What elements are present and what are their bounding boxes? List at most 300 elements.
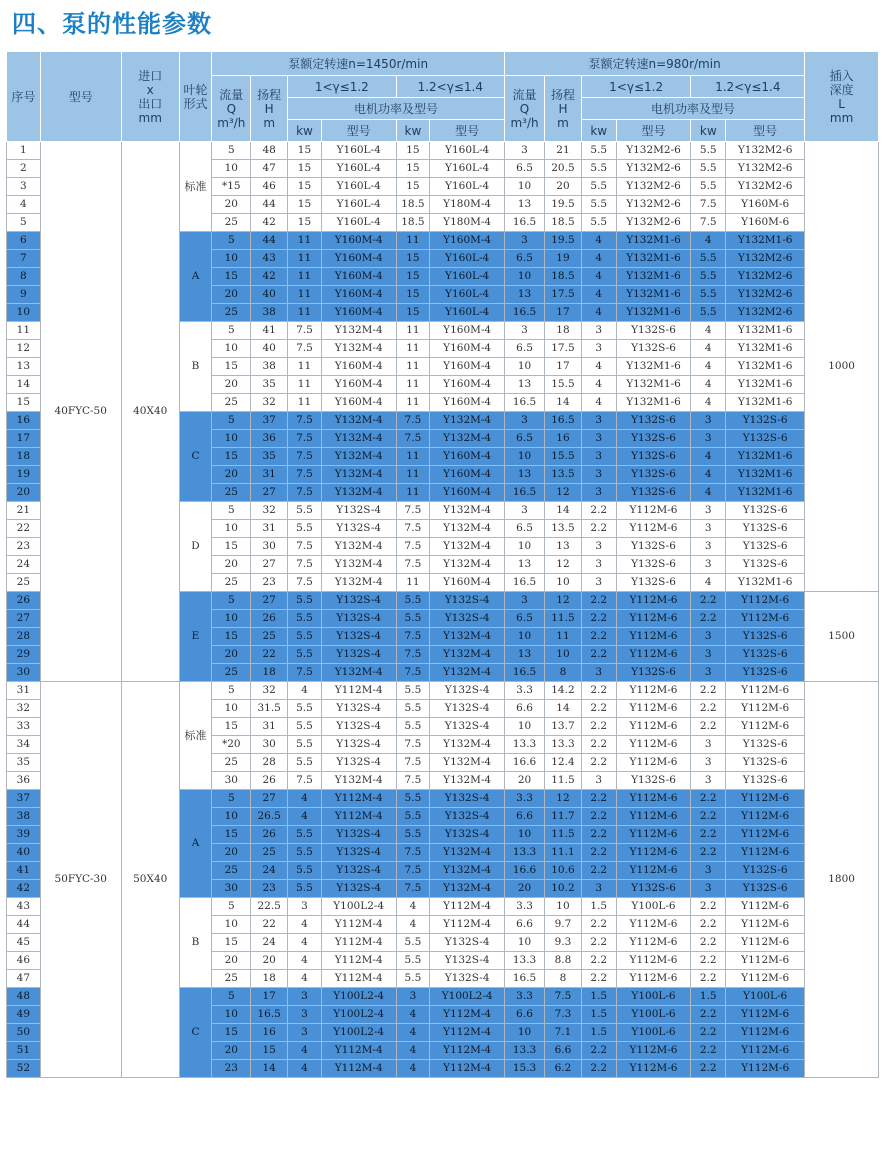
head-980: 6.6 — [545, 1042, 582, 1060]
head-1450: 43 — [251, 250, 288, 268]
head-1450: 42 — [251, 214, 288, 232]
kw-980-a: 2.2 — [581, 610, 616, 628]
head-1450: 23 — [251, 880, 288, 898]
motor-980-a: Y132S-6 — [616, 466, 691, 484]
kw-980-a: 2.2 — [581, 628, 616, 646]
kw-980-a: 1.5 — [581, 988, 616, 1006]
flow-980: 6.5 — [505, 160, 545, 178]
head-1450: 22 — [251, 916, 288, 934]
header-motor-model: 型号 — [430, 120, 505, 142]
head-980: 10.2 — [545, 880, 582, 898]
motor-980-b: Y112M-6 — [726, 934, 805, 952]
flow-980: 20 — [505, 772, 545, 790]
motor-1450-b: Y112M-4 — [430, 1042, 505, 1060]
head-980: 17 — [545, 358, 582, 376]
kw-1450-a: 7.5 — [288, 574, 322, 592]
head-1450: 27 — [251, 556, 288, 574]
head-1450: 31 — [251, 520, 288, 538]
kw-980-a: 3 — [581, 556, 616, 574]
row-number: 43 — [7, 898, 41, 916]
motor-1450-b: Y160L-4 — [430, 160, 505, 178]
kw-1450-a: 11 — [288, 394, 322, 412]
kw-1450-b: 11 — [396, 466, 430, 484]
header-inlet-outlet: 进口 x 出口 mm — [121, 52, 179, 142]
flow-1450: 20 — [212, 844, 251, 862]
head-980: 11.5 — [545, 772, 582, 790]
head-980: 20 — [545, 178, 582, 196]
motor-980-b: Y132S-6 — [726, 736, 805, 754]
row-number: 14 — [7, 376, 41, 394]
motor-1450-a: Y132S-4 — [321, 502, 396, 520]
motor-980-b: Y132M1-6 — [726, 340, 805, 358]
motor-1450-a: Y100L2-4 — [321, 898, 396, 916]
flow-980: 13 — [505, 556, 545, 574]
flow-980: 13.3 — [505, 952, 545, 970]
flow-980: 16.5 — [505, 304, 545, 322]
kw-980-b: 5.5 — [691, 304, 726, 322]
flow-980: 13.3 — [505, 844, 545, 862]
head-980: 12.4 — [545, 754, 582, 772]
row-number: 8 — [7, 268, 41, 286]
flow-980: 3 — [505, 592, 545, 610]
motor-980-b: Y132S-6 — [726, 520, 805, 538]
head-1450: 32 — [251, 394, 288, 412]
kw-980-b: 4 — [691, 340, 726, 358]
motor-980-a: Y112M-6 — [616, 934, 691, 952]
kw-980-b: 4 — [691, 394, 726, 412]
flow-1450: 10 — [212, 916, 251, 934]
kw-980-b: 3 — [691, 628, 726, 646]
kw-1450-b: 4 — [396, 1060, 430, 1078]
motor-1450-b: Y160M-4 — [430, 466, 505, 484]
head-1450: 26 — [251, 826, 288, 844]
kw-1450-b: 11 — [396, 484, 430, 502]
kw-980-a: 3 — [581, 880, 616, 898]
motor-1450-b: Y112M-4 — [430, 1060, 505, 1078]
kw-980-b: 3 — [691, 772, 726, 790]
motor-1450-a: Y160L-4 — [321, 142, 396, 160]
kw-980-a: 2.2 — [581, 934, 616, 952]
kw-1450-b: 5.5 — [396, 934, 430, 952]
row-number: 7 — [7, 250, 41, 268]
motor-1450-a: Y160M-4 — [321, 286, 396, 304]
flow-1450: 25 — [212, 574, 251, 592]
row-number: 40 — [7, 844, 41, 862]
motor-980-b: Y132S-6 — [726, 538, 805, 556]
kw-1450-b: 7.5 — [396, 880, 430, 898]
motor-1450-a: Y160L-4 — [321, 214, 396, 232]
kw-980-b: 5.5 — [691, 250, 726, 268]
kw-980-a: 4 — [581, 394, 616, 412]
flow-1450: 15 — [212, 934, 251, 952]
head-980: 15.5 — [545, 448, 582, 466]
motor-980-b: Y132M1-6 — [726, 358, 805, 376]
motor-1450-b: Y160L-4 — [430, 142, 505, 160]
flow-980: 3 — [505, 412, 545, 430]
kw-1450-b: 7.5 — [396, 736, 430, 754]
kw-980-b: 2.2 — [691, 826, 726, 844]
row-number: 39 — [7, 826, 41, 844]
head-1450: 23 — [251, 574, 288, 592]
kw-980-a: 2.2 — [581, 718, 616, 736]
flow-1450: 23 — [212, 1060, 251, 1078]
flow-980: 10 — [505, 934, 545, 952]
kw-1450-b: 7.5 — [396, 520, 430, 538]
head-980: 9.3 — [545, 934, 582, 952]
header-model: 型号 — [40, 52, 121, 142]
motor-1450-a: Y112M-4 — [321, 1042, 396, 1060]
motor-980-b: Y112M-6 — [726, 898, 805, 916]
kw-1450-b: 5.5 — [396, 808, 430, 826]
flow-1450: 20 — [212, 952, 251, 970]
kw-1450-b: 4 — [396, 1024, 430, 1042]
kw-980-b: 4 — [691, 484, 726, 502]
kw-1450-b: 7.5 — [396, 628, 430, 646]
kw-1450-b: 7.5 — [396, 538, 430, 556]
head-1450: 31 — [251, 718, 288, 736]
header-depth: 插入 深度 L mm — [805, 52, 879, 142]
kw-980-a: 2.2 — [581, 952, 616, 970]
kw-1450-a: 4 — [288, 682, 322, 700]
row-number: 27 — [7, 610, 41, 628]
motor-1450-a: Y132S-4 — [321, 718, 396, 736]
motor-1450-a: Y132M-4 — [321, 556, 396, 574]
kw-980-b: 3 — [691, 556, 726, 574]
motor-980-a: Y132S-6 — [616, 880, 691, 898]
row-number: 34 — [7, 736, 41, 754]
motor-1450-a: Y112M-4 — [321, 970, 396, 988]
head-980: 16 — [545, 430, 582, 448]
motor-980-a: Y112M-6 — [616, 808, 691, 826]
kw-980-b: 2.2 — [691, 916, 726, 934]
motor-980-b: Y112M-6 — [726, 844, 805, 862]
motor-980-b: Y112M-6 — [726, 970, 805, 988]
motor-1450-b: Y132M-4 — [430, 736, 505, 754]
head-980: 18 — [545, 322, 582, 340]
motor-980-a: Y132S-6 — [616, 538, 691, 556]
head-1450: 32 — [251, 502, 288, 520]
head-1450: 25 — [251, 844, 288, 862]
motor-980-b: Y112M-6 — [726, 1006, 805, 1024]
motor-1450-a: Y132M-4 — [321, 430, 396, 448]
kw-980-b: 3 — [691, 538, 726, 556]
head-980: 19 — [545, 250, 582, 268]
kw-1450-b: 5.5 — [396, 970, 430, 988]
head-980: 18.5 — [545, 214, 582, 232]
motor-1450-b: Y132S-4 — [430, 700, 505, 718]
motor-1450-b: Y132M-4 — [430, 862, 505, 880]
kw-1450-a: 4 — [288, 808, 322, 826]
motor-1450-a: Y132M-4 — [321, 538, 396, 556]
kw-1450-a: 5.5 — [288, 862, 322, 880]
kw-1450-a: 15 — [288, 160, 322, 178]
kw-1450-b: 15 — [396, 160, 430, 178]
kw-980-a: 1.5 — [581, 898, 616, 916]
flow-980: 16.6 — [505, 754, 545, 772]
header-kw: kw — [396, 120, 430, 142]
motor-1450-a: Y132S-4 — [321, 736, 396, 754]
header-kw: kw — [691, 120, 726, 142]
kw-980-a: 3 — [581, 772, 616, 790]
head-1450: 38 — [251, 304, 288, 322]
insertion-depth-cell: 1800 — [805, 682, 879, 1078]
motor-1450-a: Y132S-4 — [321, 646, 396, 664]
motor-980-b: Y132S-6 — [726, 430, 805, 448]
motor-980-b: Y132M1-6 — [726, 574, 805, 592]
motor-1450-a: Y160M-4 — [321, 376, 396, 394]
flow-980: 13 — [505, 646, 545, 664]
kw-980-a: 2.2 — [581, 916, 616, 934]
row-number: 22 — [7, 520, 41, 538]
kw-980-b: 4 — [691, 376, 726, 394]
flow-980: 10 — [505, 826, 545, 844]
head-980: 17.5 — [545, 340, 582, 358]
kw-980-a: 4 — [581, 268, 616, 286]
kw-1450-a: 5.5 — [288, 646, 322, 664]
kw-980-b: 2.2 — [691, 1024, 726, 1042]
head-1450: 41 — [251, 322, 288, 340]
head-980: 10.6 — [545, 862, 582, 880]
header-range1-980: 1<γ≤1.2 — [581, 76, 691, 98]
kw-1450-a: 11 — [288, 376, 322, 394]
row-number: 42 — [7, 880, 41, 898]
head-980: 7.3 — [545, 1006, 582, 1024]
kw-980-a: 2.2 — [581, 592, 616, 610]
motor-1450-a: Y100L2-4 — [321, 1024, 396, 1042]
motor-1450-a: Y160L-4 — [321, 160, 396, 178]
kw-980-b: 3 — [691, 664, 726, 682]
motor-980-a: Y132M2-6 — [616, 214, 691, 232]
flow-980: 6.5 — [505, 610, 545, 628]
motor-980-b: Y132M2-6 — [726, 250, 805, 268]
motor-980-b: Y132M1-6 — [726, 466, 805, 484]
motor-980-b: Y160M-6 — [726, 214, 805, 232]
flow-980: 10 — [505, 178, 545, 196]
motor-980-b: Y112M-6 — [726, 610, 805, 628]
motor-1450-b: Y132S-4 — [430, 934, 505, 952]
kw-1450-a: 7.5 — [288, 340, 322, 358]
row-number: 30 — [7, 664, 41, 682]
motor-1450-b: Y160M-4 — [430, 340, 505, 358]
flow-1450: 15 — [212, 448, 251, 466]
header-seq: 序号 — [7, 52, 41, 142]
head-1450: 24 — [251, 862, 288, 880]
motor-980-a: Y112M-6 — [616, 736, 691, 754]
motor-1450-a: Y132M-4 — [321, 448, 396, 466]
kw-980-b: 7.5 — [691, 196, 726, 214]
motor-980-a: Y132S-6 — [616, 430, 691, 448]
kw-980-a: 2.2 — [581, 790, 616, 808]
flow-1450: 10 — [212, 160, 251, 178]
flow-980: 3.3 — [505, 790, 545, 808]
motor-980-a: Y112M-6 — [616, 682, 691, 700]
motor-1450-b: Y160L-4 — [430, 286, 505, 304]
motor-1450-b: Y132S-4 — [430, 610, 505, 628]
motor-1450-b: Y132S-4 — [430, 808, 505, 826]
motor-1450-b: Y160M-4 — [430, 376, 505, 394]
head-980: 12 — [545, 484, 582, 502]
flow-1450: 20 — [212, 286, 251, 304]
head-980: 13.3 — [545, 736, 582, 754]
motor-980-a: Y132S-6 — [616, 664, 691, 682]
row-number: 16 — [7, 412, 41, 430]
motor-980-a: Y112M-6 — [616, 1060, 691, 1078]
motor-980-a: Y132M1-6 — [616, 250, 691, 268]
row-number: 9 — [7, 286, 41, 304]
head-1450: 31.5 — [251, 700, 288, 718]
motor-1450-b: Y160M-4 — [430, 232, 505, 250]
motor-1450-a: Y112M-4 — [321, 952, 396, 970]
flow-1450: 5 — [212, 898, 251, 916]
kw-1450-a: 7.5 — [288, 484, 322, 502]
motor-980-a: Y112M-6 — [616, 520, 691, 538]
row-number: 6 — [7, 232, 41, 250]
head-1450: 46 — [251, 178, 288, 196]
head-980: 9.7 — [545, 916, 582, 934]
motor-1450-b: Y132M-4 — [430, 538, 505, 556]
kw-1450-b: 3 — [396, 988, 430, 1006]
flow-980: 6.5 — [505, 520, 545, 538]
impeller-cell: E — [179, 592, 212, 682]
kw-1450-a: 5.5 — [288, 502, 322, 520]
motor-980-b: Y132S-6 — [726, 862, 805, 880]
kw-980-a: 2.2 — [581, 682, 616, 700]
motor-1450-b: Y132S-4 — [430, 682, 505, 700]
motor-1450-a: Y160L-4 — [321, 178, 396, 196]
kw-1450-a: 11 — [288, 286, 322, 304]
kw-1450-b: 4 — [396, 1006, 430, 1024]
motor-980-b: Y132M2-6 — [726, 268, 805, 286]
kw-1450-a: 3 — [288, 898, 322, 916]
kw-1450-a: 5.5 — [288, 610, 322, 628]
motor-1450-a: Y132M-4 — [321, 664, 396, 682]
impeller-cell: D — [179, 502, 212, 592]
kw-980-a: 3 — [581, 448, 616, 466]
kw-980-b: 3 — [691, 754, 726, 772]
flow-1450: 5 — [212, 502, 251, 520]
kw-980-a: 3 — [581, 664, 616, 682]
head-980: 11.1 — [545, 844, 582, 862]
kw-1450-b: 7.5 — [396, 862, 430, 880]
motor-980-b: Y112M-6 — [726, 1024, 805, 1042]
impeller-cell: A — [179, 790, 212, 898]
kw-1450-b: 11 — [396, 232, 430, 250]
head-980: 14 — [545, 502, 582, 520]
head-1450: 16 — [251, 1024, 288, 1042]
kw-980-a: 3 — [581, 430, 616, 448]
motor-980-a: Y132M2-6 — [616, 178, 691, 196]
flow-980: 3 — [505, 142, 545, 160]
motor-1450-a: Y160M-4 — [321, 268, 396, 286]
motor-980-a: Y132M1-6 — [616, 358, 691, 376]
motor-980-b: Y132M1-6 — [726, 484, 805, 502]
head-1450: 48 — [251, 142, 288, 160]
head-980: 19.5 — [545, 196, 582, 214]
kw-1450-b: 7.5 — [396, 844, 430, 862]
kw-1450-b: 7.5 — [396, 664, 430, 682]
impeller-cell: A — [179, 232, 212, 322]
kw-1450-b: 5.5 — [396, 682, 430, 700]
motor-980-b: Y112M-6 — [726, 682, 805, 700]
kw-980-a: 2.2 — [581, 862, 616, 880]
kw-1450-b: 18.5 — [396, 214, 430, 232]
kw-980-a: 5.5 — [581, 160, 616, 178]
motor-980-a: Y132M1-6 — [616, 268, 691, 286]
motor-980-a: Y100L-6 — [616, 1006, 691, 1024]
row-number: 33 — [7, 718, 41, 736]
head-1450: 18 — [251, 664, 288, 682]
flow-980: 13 — [505, 466, 545, 484]
motor-1450-a: Y100L2-4 — [321, 988, 396, 1006]
row-number: 4 — [7, 196, 41, 214]
header-motor-model: 型号 — [726, 120, 805, 142]
motor-1450-b: Y132M-4 — [430, 772, 505, 790]
kw-1450-a: 4 — [288, 1042, 322, 1060]
kw-980-b: 3 — [691, 430, 726, 448]
kw-1450-a: 5.5 — [288, 628, 322, 646]
motor-1450-b: Y132S-4 — [430, 592, 505, 610]
kw-980-b: 4 — [691, 574, 726, 592]
motor-980-b: Y112M-6 — [726, 916, 805, 934]
kw-1450-a: 5.5 — [288, 592, 322, 610]
kw-980-a: 3 — [581, 484, 616, 502]
motor-980-b: Y132S-6 — [726, 646, 805, 664]
kw-1450-b: 4 — [396, 898, 430, 916]
flow-980: 16.5 — [505, 394, 545, 412]
motor-980-a: Y132M2-6 — [616, 160, 691, 178]
kw-980-b: 4 — [691, 232, 726, 250]
row-number: 3 — [7, 178, 41, 196]
inlet-outlet-cell: 40X40 — [121, 142, 179, 682]
kw-1450-b: 4 — [396, 916, 430, 934]
head-1450: 26.5 — [251, 808, 288, 826]
flow-980: 13.3 — [505, 1042, 545, 1060]
motor-1450-b: Y160L-4 — [430, 250, 505, 268]
table-row — [7, 682, 879, 700]
row-number: 31 — [7, 682, 41, 700]
flow-980: 16.5 — [505, 484, 545, 502]
head-980: 11.5 — [545, 610, 582, 628]
head-1450: 31 — [251, 466, 288, 484]
motor-1450-b: Y132M-4 — [430, 520, 505, 538]
head-980: 14 — [545, 700, 582, 718]
impeller-cell: B — [179, 322, 212, 412]
flow-980: 3.3 — [505, 898, 545, 916]
motor-1450-a: Y132S-4 — [321, 826, 396, 844]
motor-980-a: Y132M1-6 — [616, 304, 691, 322]
flow-1450: 5 — [212, 232, 251, 250]
motor-1450-b: Y112M-4 — [430, 1006, 505, 1024]
flow-980: 6.6 — [505, 1006, 545, 1024]
flow-980: 10 — [505, 268, 545, 286]
flow-1450: 15 — [212, 538, 251, 556]
model-cell: 40FYC-50 — [40, 142, 121, 682]
row-number: 15 — [7, 394, 41, 412]
head-1450: 44 — [251, 232, 288, 250]
kw-980-b: 5.5 — [691, 160, 726, 178]
head-1450: 40 — [251, 340, 288, 358]
motor-980-a: Y112M-6 — [616, 628, 691, 646]
kw-1450-a: 4 — [288, 952, 322, 970]
motor-980-b: Y132S-6 — [726, 664, 805, 682]
kw-980-b: 7.5 — [691, 214, 726, 232]
row-number: 28 — [7, 628, 41, 646]
head-1450: 27 — [251, 592, 288, 610]
head-980: 17.5 — [545, 286, 582, 304]
head-1450: 24 — [251, 934, 288, 952]
motor-1450-a: Y160M-4 — [321, 358, 396, 376]
head-980: 6.2 — [545, 1060, 582, 1078]
